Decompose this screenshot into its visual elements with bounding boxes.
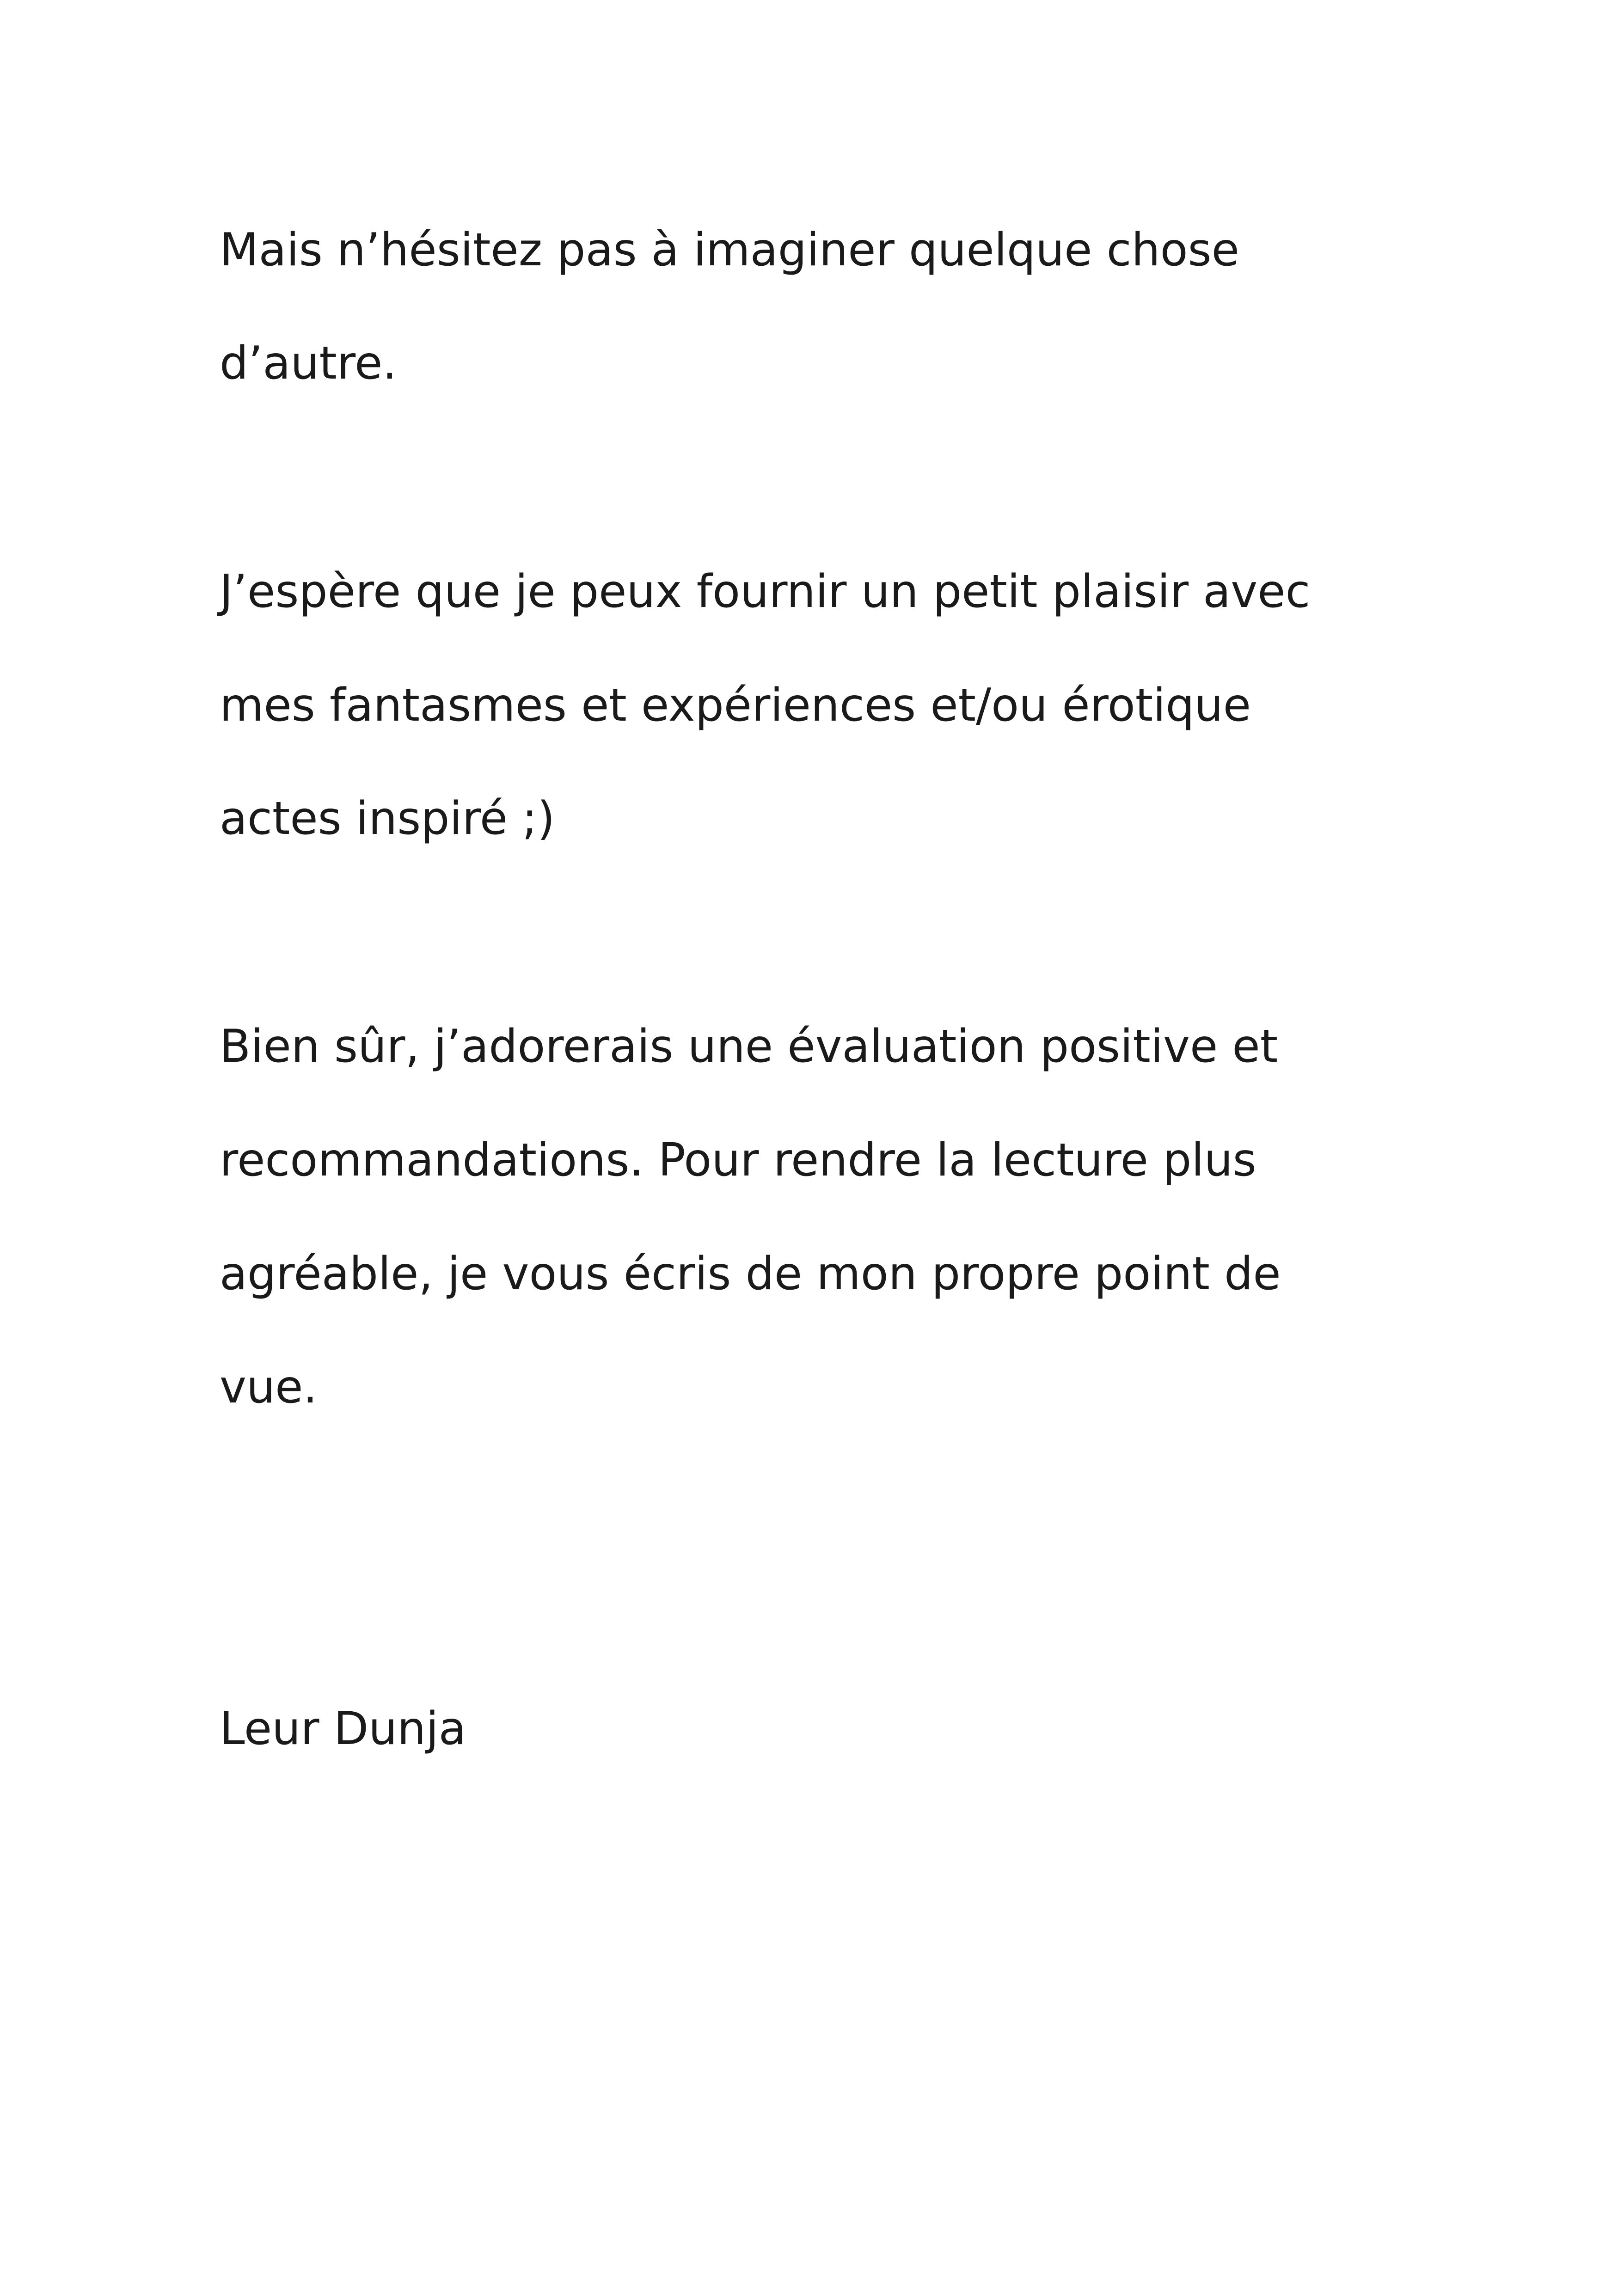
paragraph-2-line-2: mes fantasmes et expériences et/ou érotique [220, 679, 1251, 732]
paragraph-1-line-2: d’autre. [220, 337, 397, 390]
paragraph-1-line-1: Mais n’hésitez pas à imaginer quelque chose [220, 224, 1239, 276]
paragraph-3-line-4: vue. [220, 1361, 318, 1414]
paragraph-2-line-1: J’espère que je peux fournir un petit plaisir avec [220, 565, 1311, 618]
paragraph-3-line-1: Bien sûr, j’adorerais une évaluation positive et [220, 1020, 1278, 1073]
paragraph-3-line-3: agréable, je vous écris de mon propre point de [220, 1248, 1281, 1300]
paragraph-3-line-2: recommandations. Pour rendre la lecture plus [220, 1134, 1256, 1187]
paragraph-2-line-3: actes inspiré ;) [220, 792, 555, 845]
signature: Leur Dunja [220, 1702, 466, 1755]
